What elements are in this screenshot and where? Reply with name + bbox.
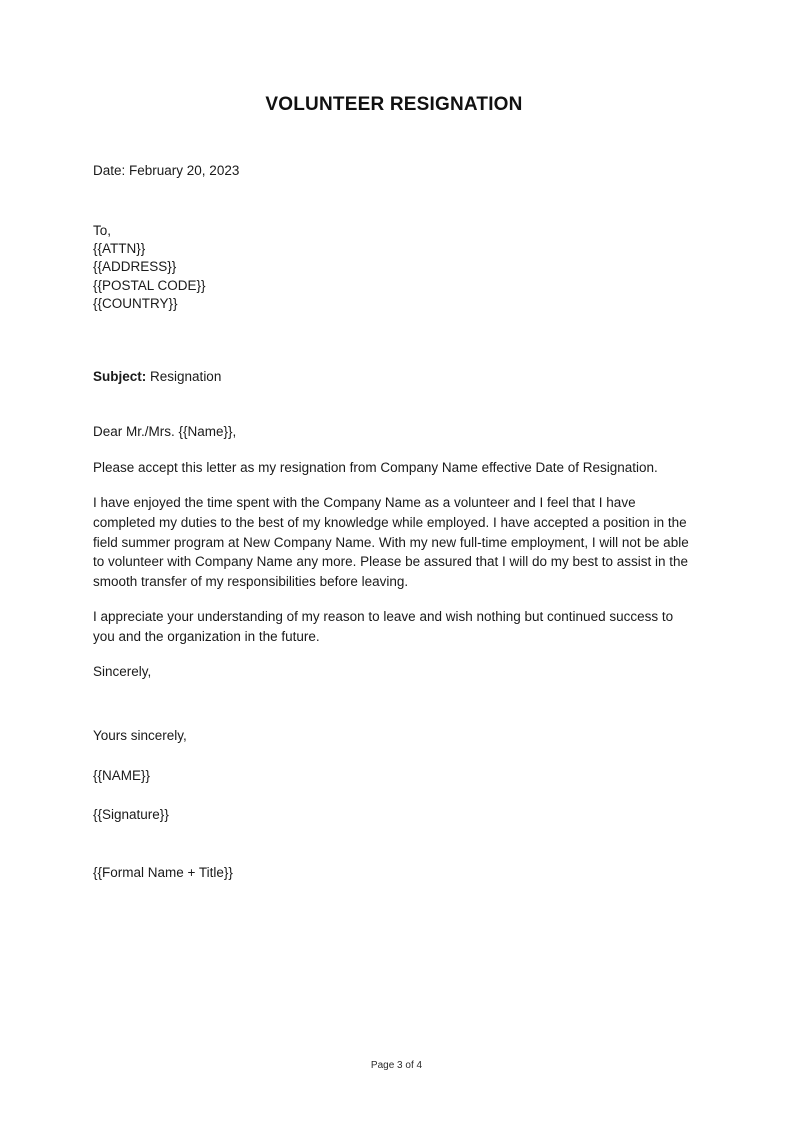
body-paragraph-2: I have enjoyed the time spent with the Company Name as a volunteer and I feel that I have completed my duties to the best of my knowledge while employed. I have accepted a position in the field summer program at New Company Name. With my new full-time employment, I will not be able to volunteer with Company Name any more. Please be assured that I will do my best to assist in the smooth transfer of my responsibilities before leaving. [93, 495, 689, 589]
recipient-country: {{COUNTRY}} [93, 296, 178, 312]
recipient-to-label: To, [93, 222, 112, 238]
signature-name: {{NAME}} [93, 767, 151, 783]
subject-label: Subject: [93, 368, 147, 384]
signature-closing: Yours sincerely, [93, 728, 187, 744]
recipient-postal-code: {{POSTAL CODE}} [93, 277, 206, 293]
page-footer: Page 3 of 4 [370, 1060, 423, 1071]
salutation: Dear Mr./Mrs. {{Name}}, [93, 424, 237, 440]
recipient-address: {{ADDRESS}} [93, 259, 177, 275]
body-paragraph-1: Please accept this letter as my resignation from Company Name effective Date of Resignation. [93, 459, 658, 475]
document-content [93, 0, 695, 882]
date-line: Date: February 20, 2023 [93, 163, 240, 178]
closing-sincerely: Sincerely, [93, 664, 152, 680]
page-title: VOLUNTEER RESIGNATION [265, 94, 523, 115]
subject-line [93, 314, 695, 387]
body-paragraph-3: I appreciate your understanding of my reason to leave and wish nothing but continued success to you and the organization in the future. [93, 609, 674, 644]
recipient-attn: {{ATTN}} [93, 240, 146, 256]
recipient-address-block [93, 181, 695, 314]
signature-formal-name-title: {{Formal Name + Title}} [93, 864, 233, 880]
signature-placeholder: {{Signature}} [93, 807, 169, 823]
subject-value: Resignation [150, 368, 222, 384]
